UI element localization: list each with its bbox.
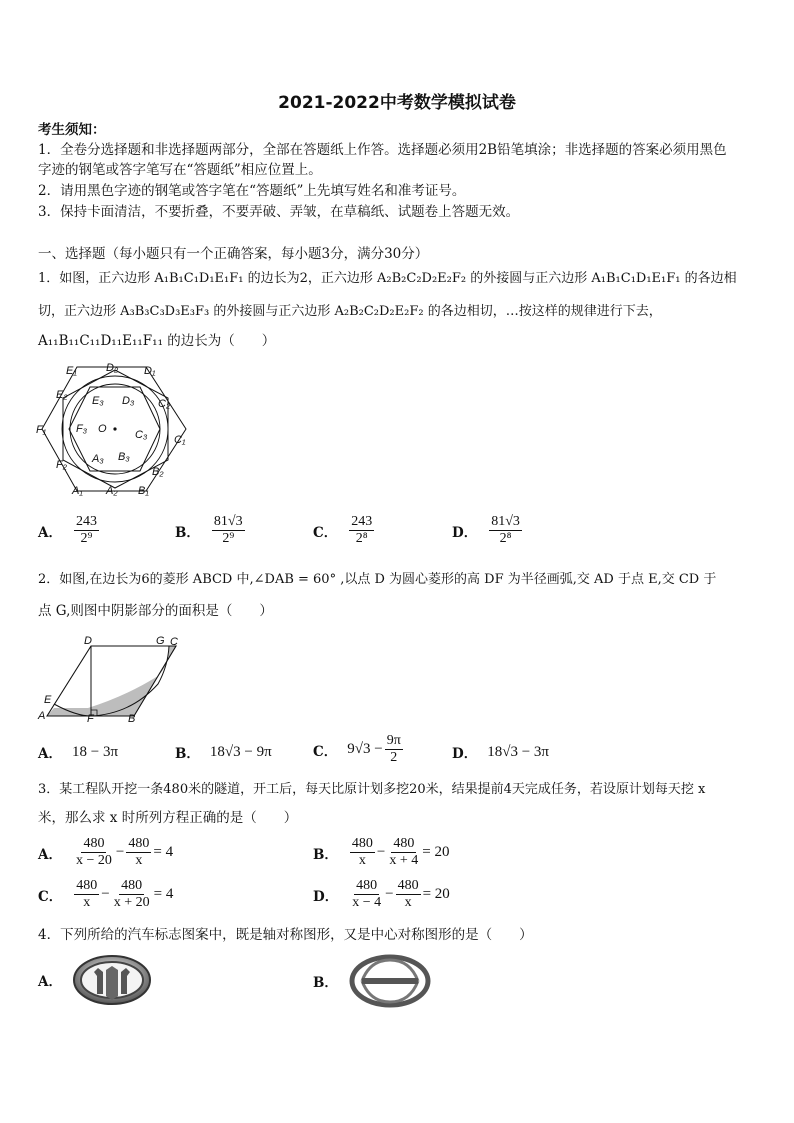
- q1-text-line2: 切，正六边形 A₃B₃C₃D₃E₃F₃ 的外接圆与正六边形 A₂B₂C₂D₂E₂F₂ 的各边相切，…按这样的规律进行下去，: [38, 304, 662, 319]
- fraction-denominator: x: [404, 895, 412, 910]
- fraction-denominator: x + 4: [389, 853, 419, 868]
- notice-item-2: 2．请用黑色字迹的钢笔或答字笔在“答题纸”上先填写姓名和准考证号。: [38, 183, 466, 199]
- fraction-denominator: x + 20: [113, 895, 150, 910]
- fraction-numerator: 480: [393, 836, 415, 851]
- fraction-numerator: 81√3: [491, 514, 520, 529]
- q1-hexagon-figure: [36, 360, 192, 498]
- notice-item-1-cont: 字迹的钢笔或答字笔写在“答题纸”相应位置上。: [38, 162, 322, 178]
- option-label: D．: [313, 888, 339, 905]
- option-fraction: [385, 733, 403, 766]
- option-fraction: [74, 514, 99, 547]
- q2-rhombus-figure: [36, 632, 188, 724]
- fraction-numerator: 9π: [386, 733, 401, 748]
- label-F1: F₁: [36, 424, 47, 436]
- fraction-numerator: 480: [83, 836, 105, 851]
- fraction-denominator: 2⁹: [80, 531, 93, 546]
- q3-option-c[interactable]: C． $\frac{480}{x}$ − $\frac{480}{x + 20}$ = 4: [38, 878, 174, 910]
- label-F3: F₃: [76, 423, 88, 435]
- label-A: A: [38, 710, 46, 722]
- option-label: B．: [313, 846, 338, 863]
- label-D2: D₂: [106, 362, 119, 374]
- equation-rhs: = 4: [153, 844, 174, 860]
- option-fraction: [212, 514, 245, 547]
- fraction-2: [396, 878, 421, 911]
- shaded-region-right: [88, 646, 176, 716]
- option-label: D．: [452, 524, 478, 541]
- option-fraction: [349, 514, 374, 547]
- label-C2: C₂: [158, 398, 171, 410]
- fraction-numerator: 480: [76, 878, 98, 893]
- q1-option-b[interactable]: [175, 514, 247, 547]
- label-B2: B₂: [152, 466, 164, 478]
- equation-rhs: = 20: [422, 886, 450, 902]
- fraction-numerator: 480: [351, 836, 373, 851]
- fraction-1: [350, 836, 375, 869]
- q1-text-line3: A₁₁B₁₁C₁₁D₁₁E₁₁F₁₁ 的边长为（ ）: [38, 333, 276, 349]
- label-E: E: [44, 694, 52, 706]
- label-O: O: [98, 423, 107, 435]
- fraction-denominator: x: [83, 895, 91, 910]
- label-D1: D₁: [144, 365, 156, 377]
- option-label: B．: [175, 746, 200, 762]
- label-B: B: [128, 713, 136, 724]
- option-label: A．: [38, 524, 62, 541]
- q3-option-b[interactable]: B． $\frac{480}{x}$ − $\frac{480}{x + 4}$ = 20: [313, 836, 450, 868]
- center-point: [113, 427, 116, 430]
- equation-rhs: = 4: [153, 886, 174, 902]
- option-label: C．: [38, 888, 63, 905]
- fraction-denominator: x − 20: [75, 853, 112, 868]
- fraction-numerator: 243: [75, 514, 97, 529]
- fraction-numerator: 480: [397, 878, 419, 893]
- label-C1: C₁: [174, 434, 186, 446]
- label-G: G: [156, 635, 165, 647]
- option-label: B．: [313, 975, 338, 991]
- fraction-denominator: 2⁸: [499, 531, 512, 546]
- label-D3: D₃: [122, 395, 135, 407]
- option-expression: 18√3 − 9π: [209, 743, 272, 760]
- option-label: A．: [38, 746, 62, 762]
- label-D: D: [84, 635, 92, 647]
- q2-option-a[interactable]: [38, 742, 118, 762]
- fraction-1: [74, 836, 114, 869]
- q4-option-b[interactable]: [313, 954, 432, 1008]
- great-wall-logo-icon: [72, 954, 152, 1006]
- label-B1: B₁: [138, 485, 149, 497]
- fraction-denominator: x − 4: [352, 895, 382, 910]
- fraction-numerator: 480: [128, 836, 150, 851]
- q3-text-line1: 3．某工程队开挖一条480米的隧道，开工后，每天比原计划多挖20米，结果提前4天完成任务，若设原计划每天挖 x: [38, 782, 706, 797]
- equation-rhs: = 20: [422, 844, 450, 860]
- q3-text-line2: 米，那么求 x 时所列方程正确的是（ ）: [38, 810, 298, 826]
- q3-option-a[interactable]: A． $\frac{480}{x - 20}$ − $\frac{480}{x}$ = 4: [38, 836, 174, 868]
- section-heading: 一、选择题（每小题只有一个正确答案，每小题3分，满分30分）: [38, 246, 429, 262]
- hino-logo-icon: [348, 954, 432, 1008]
- label-F: F: [87, 713, 94, 724]
- fraction-denominator: 2⁸: [355, 531, 368, 546]
- q1-option-c[interactable]: [313, 514, 376, 547]
- notice-item-1: 1．全卷分选择题和非选择题两部分，全部在答题纸上作答。选择题必须用2B铅笔填涂；非选择题的答案必须用黑色: [38, 142, 727, 158]
- notice-item-3: 3．保持卡面清洁，不要折叠，不要弄破、弄皱，在草稿纸、试题卷上答题无效。: [38, 204, 520, 220]
- fraction-1: [74, 878, 99, 911]
- label-E2: E₂: [56, 389, 68, 401]
- fraction-numerator: 81√3: [213, 514, 243, 529]
- q3-option-d[interactable]: D． $\frac{480}{x - 4}$ − $\frac{480}{x}$ = 20: [313, 878, 450, 910]
- option-label: A．: [38, 846, 62, 863]
- label-B3: B₃: [118, 451, 130, 463]
- label-F2: F₂: [56, 459, 67, 471]
- q1-option-d[interactable]: [452, 514, 524, 547]
- q2-text-line2: 点 G,则图中阴影部分的面积是（ ）: [38, 603, 273, 619]
- label-A3: A₃: [92, 453, 104, 465]
- fraction-1: [350, 878, 383, 911]
- fraction-numerator: 243: [351, 514, 373, 529]
- q2-option-d[interactable]: [452, 742, 549, 762]
- fraction-denominator: x: [358, 853, 366, 868]
- option-label: C．: [313, 743, 338, 760]
- option-label: D．: [452, 746, 478, 762]
- label-C: C: [170, 636, 178, 648]
- fraction-denominator: x: [135, 853, 143, 868]
- option-label: B．: [175, 524, 200, 541]
- fraction-denominator: 2⁹: [222, 531, 235, 546]
- fraction-2: [387, 836, 420, 869]
- q2-text-line1: 2．如图,在边长为6的菱形 ABCD 中,∠DAB = 60° ,以点 D 为圆心菱形的高 DF 为半径画弧,交 AD 于点 E,交 CD 于: [38, 572, 717, 587]
- fraction-numerator: 480: [121, 878, 143, 893]
- q4-text-line1: 4．下列所给的汽车标志图案中，既是轴对称图形，又是中心对称图形的是（ ）: [38, 927, 533, 943]
- label-A2: A₂: [106, 485, 118, 497]
- label-C3: C₃: [135, 429, 148, 441]
- label-E1: E₁: [66, 365, 77, 377]
- option-expression: 18√3 − 3π: [487, 743, 549, 760]
- fraction-denominator: 2: [390, 750, 398, 765]
- option-fraction: [489, 514, 522, 547]
- fraction-2: [126, 836, 151, 869]
- q1-text-line1: 1．如图，正六边形 A₁B₁C₁D₁E₁F₁ 的边长为2，正六边形 A₂B₂C₂D₂E₂F₂ 的外接圆与正六边形 A₁B₁C₁D₁E₁F₁ 的各边相: [38, 271, 737, 286]
- q2-option-b[interactable]: [175, 742, 272, 762]
- option-label: C．: [313, 524, 338, 541]
- option-expression: 18 − 3π: [71, 743, 119, 760]
- q4-option-a[interactable]: [38, 954, 152, 1006]
- fraction-2: [112, 878, 152, 911]
- q1-option-a[interactable]: [38, 514, 101, 547]
- notice-heading: 考生须知：: [38, 122, 106, 138]
- label-A1: A₁: [72, 485, 83, 497]
- fraction-numerator: 480: [356, 878, 378, 893]
- option-expression: 9√3 −: [347, 741, 383, 757]
- page-title: 2021-2022中考数学模拟试卷: [278, 93, 516, 113]
- option-label: A．: [38, 974, 62, 990]
- label-E3: E₃: [92, 395, 104, 407]
- q2-option-c[interactable]: [313, 733, 405, 766]
